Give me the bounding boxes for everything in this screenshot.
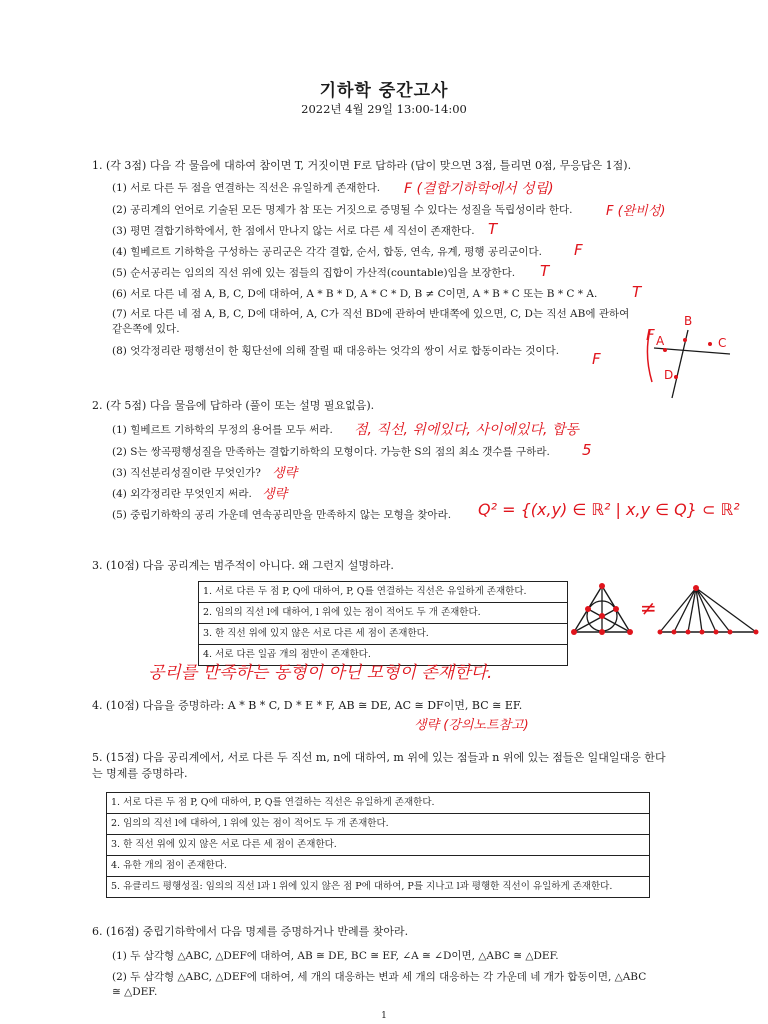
q1-answer-1: F (결합기하학에서 성립): [404, 181, 554, 197]
q3-axiom-4: 4. 서로 다른 일곱 개의 점만이 존재한다.: [203, 649, 371, 660]
q2-stem: 2. (각 5점) 다음 물음에 답하라 (풀이 또는 설명 필요없음).: [92, 399, 375, 412]
q5-axiom-3: 3. 한 직선 위에 있지 않은 서로 다른 세 점이 존재한다.: [107, 835, 649, 856]
q3-not-isomorphic-symbol: ≠: [640, 596, 657, 620]
q2-item-4: (4) 외각정리란 무엇인지 써라.: [112, 488, 252, 500]
q3-axiom-1: 1. 서로 다른 두 점 P, Q에 대하여, P, Q를 연결하는 직선은 유일하게 존재한다.: [199, 582, 567, 603]
q1-item-7: (7) 서로 다른 네 점 A, B, C, D에 대하여, A, C가 직선 BD에 관하여 반대쪽에 있으면, C, D는 직선 AB에 관하여 같은쪽에 있다.: [112, 308, 630, 335]
q5-axiom-2: 2. 임의의 직선 l에 대하여, l 위에 있는 점이 적어도 두 개 존재한다.: [107, 814, 649, 835]
q2-answer-2: 5: [582, 441, 592, 459]
q1-sketch-figure: [640, 310, 760, 400]
q2-answer-5: Q² = {(x,y) ∈ ℝ² | x,y ∈ Q} ⊂ ℝ²: [478, 500, 740, 519]
q5-axiom-box: [106, 792, 650, 898]
q3-fano-plane-figure: [570, 582, 634, 638]
q1-item-1: (1) 서로 다른 두 점을 연결하는 직선은 유일하게 존재한다.: [112, 182, 381, 194]
q1-item-6: (6) 서로 다른 네 점 A, B, C, D에 대하여, A * B * D, A * C * D, B ≠ C이면, A * B * C 또는 B * C * A.: [112, 288, 598, 300]
page-number: 1: [381, 1011, 387, 1021]
q3-axiom-3: 3. 한 직선 위에 있지 않은 서로 다른 세 점이 존재한다.: [199, 624, 567, 645]
q2-answer-3: 생략: [272, 466, 298, 481]
q4-stem: 4. (10점) 다음을 증명하라: A * B * C, D * E * F, AB ≅ DE, AC ≅ DF이면, BC ≅ EF.: [92, 699, 523, 712]
q1-answer-8: F: [592, 350, 601, 368]
q2-item-5: (5) 중립기하학의 공리 가운데 연속공리만을 만족하지 않는 모형을 찾아라.: [112, 509, 452, 521]
q5-axiom-5: 5. 유클리드 평행성질: 임의의 직선 l과 l 위에 있지 않은 점 P에 대하여, P를 지나고 l과 평행한 직선이 유일하게 존재한다.: [111, 881, 613, 892]
q2-item-3: (3) 직선분리성질이란 무엇인가?: [112, 467, 261, 479]
q5-axiom-4: 4. 유한 개의 점이 존재한다.: [107, 856, 649, 877]
q3-axiom-2: 2. 임의의 직선 l에 대하여, l 위에 있는 점이 적어도 두 개 존재한다.: [199, 603, 567, 624]
q2-answer-1: 점, 직선, 위에있다, 사이에있다, 합동: [354, 422, 579, 438]
q1-item-3: (3) 평면 결합기하학에서, 한 점에서 만나지 않는 서로 다른 세 직선이 존재한다.: [112, 225, 475, 237]
q2-answer-4: 생략: [262, 487, 288, 502]
q1-item-5: (5) 순서공리는 임의의 직선 위에 있는 점들의 집합이 가산적(countable)임을 보장한다.: [112, 267, 516, 279]
q1-answer-7: F: [646, 326, 655, 344]
q1-fig-label-d: D: [664, 368, 674, 382]
q6-stem: 6. (16점) 중립기하학에서 다음 명제를 증명하거나 반례를 찾아라.: [92, 925, 409, 938]
q1-item-8: (8) 엇각정리란 평행선이 한 횡단선에 의해 잘릴 때 대응하는 엇각의 쌍이 서로 합동이라는 것이다.: [112, 345, 560, 357]
q1-answer-5: T: [540, 262, 550, 280]
q5-axiom-1: 1. 서로 다른 두 점 P, Q에 대하여, P, Q를 연결하는 직선은 유일하게 존재한다.: [107, 793, 649, 814]
q1-answer-3: T: [488, 220, 498, 238]
q3-fan-model-figure: [656, 584, 762, 638]
q4-answer: 생략 (강의노트참고): [414, 718, 529, 733]
q3-stem: 3. (10점) 다음 공리계는 범주적이 아니다. 왜 그런지 설명하라.: [92, 559, 394, 572]
q1-item-2: (2) 공리계의 언어로 기술된 모든 명제가 참 또는 거짓으로 증명될 수 있다는 성질을 독립성이라 한다.: [112, 204, 573, 216]
q1-answer-6: T: [632, 283, 642, 301]
q1-item-4: (4) 힐베르트 기하학을 구성하는 공리군은 각각 결합, 순서, 합동, 연속, 유계, 평행 공리군이다.: [112, 246, 542, 258]
q5-stem: 5. (15점) 다음 공리계에서, 서로 다른 두 직선 m, n에 대하여, m 위에 있는 점들과 n 위에 있는 점들은 일대일대응 한다는 명제를 증명하라.: [92, 751, 666, 780]
q1-answer-2: F (완비성): [606, 204, 666, 219]
exam-title: 기하학 중간고사: [319, 81, 449, 101]
q1-answer-4: F: [574, 241, 583, 259]
q2-item-2: (2) S는 쌍곡평행성질을 만족하는 결합기하학의 모형이다. 가능한 S의 점의 최소 갯수를 구하라.: [112, 446, 550, 458]
q6-item-2: (2) 두 삼각형 △ABC, △DEF에 대하여, 세 개의 대응하는 변과 세 개의 대응하는 각 가운데 네 개가 합동이면, △ABC ≅ △DEF.: [112, 971, 647, 998]
q3-answer: 공리를 만족하는 동형이 아닌 모형이 존재한다.: [148, 663, 493, 683]
q6-item-1: (1) 두 삼각형 △ABC, △DEF에 대하여, AB ≅ DE, BC ≅ EF, ∠A ≅ ∠D이면, △ABC ≅ △DEF.: [112, 950, 559, 962]
q1-fig-label-c: C: [718, 336, 727, 350]
q1-stem: 1. (각 3점) 다음 각 물음에 대하여 참이면 T, 거짓이면 F로 답하라 (답이 맞으면 3점, 틀리면 0점, 무응답은 1점).: [92, 159, 632, 172]
q1-fig-label-a: A: [656, 334, 665, 348]
exam-date: 2022년 4월 29일 13:00-14:00: [301, 102, 467, 116]
q3-axiom-box: [198, 581, 568, 666]
q2-item-1: (1) 힐베르트 기하학의 무정의 용어를 모두 써라.: [112, 424, 333, 436]
q1-fig-label-b: B: [684, 314, 693, 328]
